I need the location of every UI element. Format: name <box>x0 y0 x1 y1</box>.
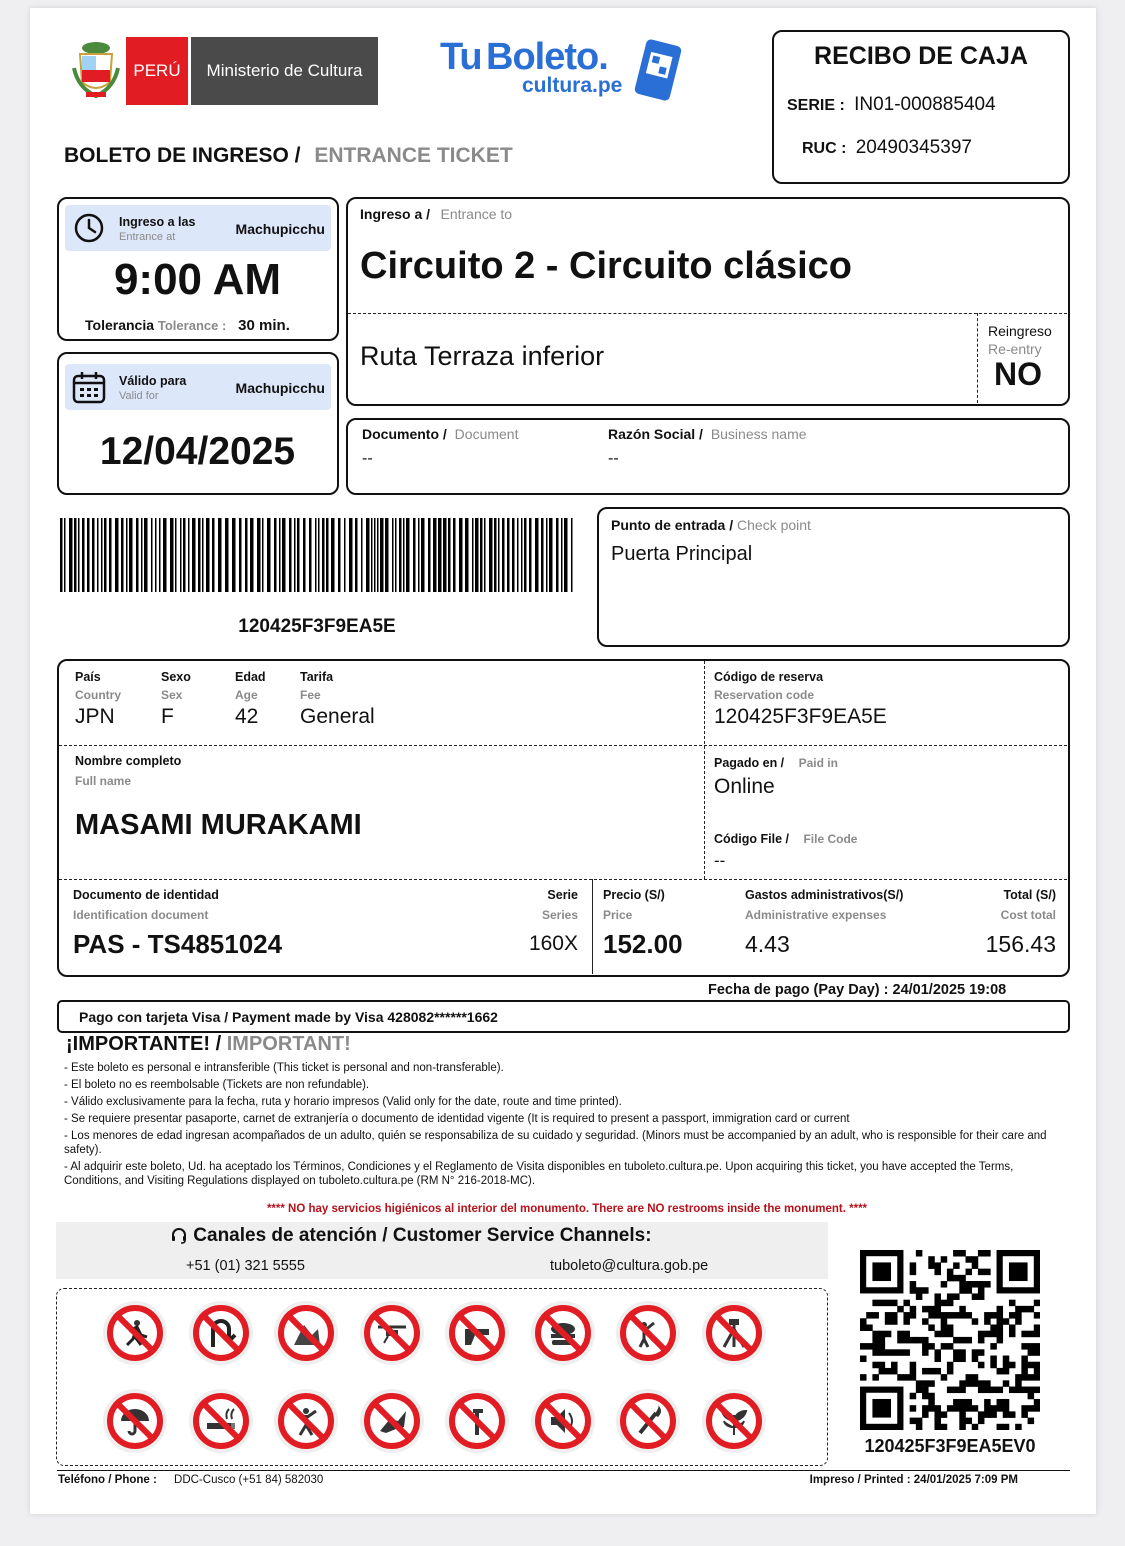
headset-icon <box>170 1226 188 1244</box>
billing-box <box>346 418 1070 495</box>
service-phone: +51 (01) 321 5555 <box>186 1258 305 1274</box>
reentry-label: Reingreso <box>988 323 1052 339</box>
footer-line <box>57 1470 1070 1471</box>
paid-value: Online <box>714 775 775 798</box>
price-divider <box>592 879 593 974</box>
checkpoint-label-row <box>611 517 811 533</box>
no-selfie-stick-icon <box>616 1301 680 1365</box>
document-value: -- <box>362 450 373 467</box>
receipt-serie <box>787 94 996 116</box>
logo-tu: Tu <box>440 36 482 78</box>
important-item: - El boleto no es reembolsable (Tickets are non refundable). <box>64 1079 370 1091</box>
file-label: Código File / <box>714 832 789 846</box>
checkpoint-label: Punto de entrada / <box>611 517 734 533</box>
total-value: 156.43 <box>985 931 1056 957</box>
visitor-row-divider-2 <box>59 879 1067 880</box>
restroom-notice: **** NO hay servicios higiénicos al interior del monumento. There are NO restrooms inside the monument. **** <box>266 1203 868 1215</box>
receipt-ruc <box>802 137 972 159</box>
entry-time-label-en: Entrance at <box>119 231 176 243</box>
price-label-en: Price <box>603 908 633 922</box>
no-high-heels-icon <box>360 1389 424 1453</box>
visitor-box <box>57 659 1070 977</box>
business-value: -- <box>608 450 619 467</box>
fee-label-en: Fee <box>300 688 321 702</box>
footer-phone <box>58 1474 323 1486</box>
id-label-en: Identification document <box>73 908 209 922</box>
no-turning-back-icon <box>189 1301 253 1365</box>
series-label-en: Series <box>541 908 578 922</box>
ticket-title-en: ENTRANCE TICKET <box>314 144 513 167</box>
file-label-row <box>714 830 857 848</box>
reservation-label-en: Reservation code <box>714 688 815 702</box>
card-payment-box <box>57 1000 1070 1033</box>
entrance-divider <box>348 313 1067 314</box>
country-value: JPN <box>75 705 115 728</box>
entry-time-label: Ingreso a las <box>119 215 196 229</box>
entrance-box <box>346 197 1070 406</box>
important-item: - Al adquirir este boleto, Ud. ha aceptado los Términos, Condiciones y el Reglamento de Visita disponibles en tuboleto.cultura.pe. Upon acquiring this ticket, you have accepted the Terms, Conditions, and Visiting Regulations displayed on tuboleto.cultura.pe (RM N° 216-2018-MC). <box>64 1161 1014 1187</box>
entrance-label-en: Entrance to <box>440 206 513 222</box>
no-walking-sticks-icon <box>445 1389 509 1453</box>
valid-for-header <box>65 364 331 410</box>
peru-label: PERÚ <box>126 37 188 105</box>
document-label-row <box>362 426 518 442</box>
document-label: Documento / <box>362 426 447 442</box>
footer-printed: Impreso / Printed : 24/01/2025 7:09 PM <box>809 1474 1018 1486</box>
footer-phone-value: DDC-Cusco (+51 84) 582030 <box>174 1474 324 1486</box>
peru-coat-of-arms-icon <box>72 38 120 100</box>
valid-for-label-en: Valid for <box>119 390 159 402</box>
important-list <box>64 1061 1070 1188</box>
important-item: - Los menores de edad ingresan acompañados de un adulto, quién se responsabiliza de su cuidado y seguridad. (Minors must be accompanied by an adult, who is responsible for their care and safety). <box>64 1130 1047 1156</box>
no-tripod-icon <box>702 1301 766 1365</box>
no-plants-icon <box>702 1389 766 1453</box>
tolerance-label: Tolerancia <box>85 317 154 333</box>
file-label-en: File Code <box>803 832 858 846</box>
ticket-title <box>64 144 513 168</box>
pay-day: Fecha de pago (Pay Day) : 24/01/2025 19:08 <box>708 982 1007 998</box>
visitor-vertical-divider <box>704 661 705 879</box>
visitor-row-divider-1 <box>59 745 1067 746</box>
no-climbing-rocks-icon <box>274 1301 338 1365</box>
logo-ticket-icon <box>634 38 682 101</box>
valid-for-label: Válido para <box>119 374 187 388</box>
age-label-en: Age <box>235 688 258 702</box>
ticket-title-es: BOLETO DE INGRESO / <box>64 144 301 167</box>
business-label: Razón Social / <box>608 426 703 442</box>
no-umbrella-icon <box>103 1389 167 1453</box>
clock-icon <box>73 212 105 249</box>
file-value: -- <box>714 851 726 870</box>
important-item: - Se requiere presentar pasaporte, carnet de extranjería o documento de identidad vigente (It is required to present a passport, immigration card or current <box>64 1113 850 1125</box>
tolerance-value: 30 min. <box>238 317 290 334</box>
document-label-en: Document <box>454 426 519 442</box>
no-loud-music-icon <box>531 1389 595 1453</box>
qr-code-text: 120425F3F9EA5EV0 <box>864 1436 1036 1456</box>
series-label: Serie <box>547 888 578 902</box>
entry-time-header <box>65 205 331 251</box>
important-title <box>66 1033 351 1056</box>
paid-label-row <box>714 754 838 772</box>
valid-for-site: Machupicchu <box>235 380 325 396</box>
ticket-page <box>30 8 1096 1514</box>
receipt-box <box>772 30 1070 184</box>
barcode <box>60 518 574 592</box>
important-title-es: ¡IMPORTANTE! / <box>66 1033 222 1055</box>
important-item: - Este boleto es personal e intransferible (This ticket is personal and non-transferable). <box>64 1062 504 1074</box>
receipt-title: RECIBO DE CAJA <box>814 42 1028 70</box>
entry-time-site: Machupicchu <box>235 221 325 237</box>
tolerance-row <box>85 317 290 334</box>
id-label: Documento de identidad <box>73 888 219 902</box>
fee-label: Tarifa <box>300 670 334 684</box>
country-label-en: Country <box>75 688 121 702</box>
name-label: Nombre completo <box>75 754 182 768</box>
series-value: 160X <box>528 932 578 955</box>
fee-value: General <box>300 705 375 728</box>
entry-time-value: 9:00 AM <box>113 255 282 304</box>
price-label: Precio (S/) <box>603 888 665 902</box>
reservation-value: 120425F3F9EA5E <box>714 705 887 728</box>
paid-label-en: Paid in <box>798 756 838 770</box>
total-label-en: Cost total <box>1000 908 1056 922</box>
tolerance-label-en: Tolerance : <box>157 318 227 333</box>
serie-label: SERIE : <box>787 97 845 114</box>
total-label: Total (S/) <box>1003 888 1056 902</box>
logo-sub: cultura.pe <box>522 74 623 97</box>
card-payment: Pago con tarjeta Visa / Payment made by Visa 428082******1662 <box>79 1009 498 1025</box>
business-label-en: Business name <box>710 426 807 442</box>
business-label-row <box>608 426 807 442</box>
serie-value: IN01-000885404 <box>854 94 996 115</box>
entrance-label-row <box>360 206 512 224</box>
no-food-icon <box>531 1301 595 1365</box>
qr-code <box>860 1250 1040 1430</box>
sex-value: F <box>161 705 174 728</box>
id-value: PAS - TS4851024 <box>73 929 283 959</box>
calendar-icon <box>71 370 107 409</box>
prohibited-signs <box>56 1288 828 1466</box>
age-label: Edad <box>235 670 266 684</box>
sex-label-en: Sex <box>161 688 183 702</box>
no-weapons-icon <box>445 1301 509 1365</box>
entrance-label: Ingreso a / <box>360 206 431 222</box>
tuboleto-logo <box>440 34 690 114</box>
reentry-divider <box>977 313 978 403</box>
important-item: - Válido exclusivamente para la fecha, ruta y horario impresos (Valid only for the date, route and time printed). <box>64 1096 622 1108</box>
reservation-label: Código de reserva <box>714 670 824 684</box>
service-title: Canales de atención / Customer Service Channels: <box>193 1225 652 1246</box>
no-drones-icon <box>360 1301 424 1365</box>
full-name: MASAMI MURAKAMI <box>75 809 362 841</box>
circuit-name: Circuito 2 - Circuito clásico <box>360 245 852 287</box>
route-name: Ruta Terraza inferior <box>360 341 605 371</box>
price-value: 152.00 <box>603 929 683 959</box>
checkpoint-value: Puerta Principal <box>611 543 753 565</box>
sex-label: Sexo <box>161 670 191 684</box>
ruc-value: 20490345397 <box>855 137 972 158</box>
no-fire-icon <box>616 1389 680 1453</box>
ruc-label: RUC : <box>802 140 847 157</box>
no-jumping-icon <box>274 1389 338 1453</box>
ministry-label: Ministerio de Cultura <box>191 37 378 105</box>
reentry-label-en: Re-entry <box>988 341 1042 357</box>
barcode-code: 120425F3F9EA5E <box>238 616 396 637</box>
service-box <box>56 1222 828 1279</box>
reentry-value: NO <box>994 356 1042 392</box>
entry-time-box <box>57 197 339 341</box>
no-running-icon <box>103 1301 167 1365</box>
name-label-en: Full name <box>75 774 132 788</box>
checkpoint-label-en: Check point <box>737 517 811 533</box>
important-title-en: IMPORTANT! <box>226 1033 351 1055</box>
service-title-row <box>170 1225 652 1247</box>
country-label: País <box>75 670 101 684</box>
footer-phone-label: Teléfono / Phone : <box>58 1474 157 1486</box>
logo-boleto: Boleto. <box>486 36 608 78</box>
paid-label: Pagado en / <box>714 756 785 770</box>
checkpoint-box <box>597 507 1070 647</box>
admin-label-en: Administrative expenses <box>745 908 887 922</box>
admin-value: 4.43 <box>745 931 790 957</box>
no-smoking-icon <box>189 1389 253 1453</box>
valid-for-date: 12/04/2025 <box>99 430 296 473</box>
valid-for-box <box>57 352 339 495</box>
admin-label: Gastos administrativos(S/) <box>745 888 904 902</box>
age-value: 42 <box>235 705 259 728</box>
service-email: tuboleto@cultura.gob.pe <box>550 1258 709 1274</box>
